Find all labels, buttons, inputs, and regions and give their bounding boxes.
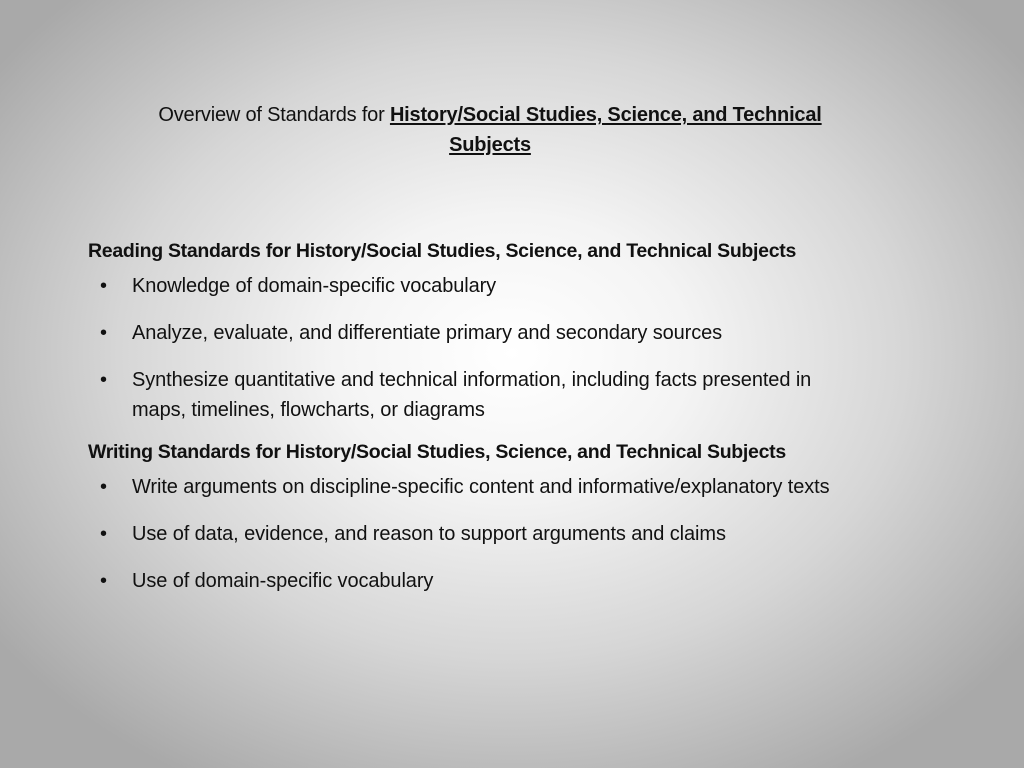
list-item-text: Knowledge of domain-specific vocabulary — [132, 275, 497, 297]
list-item-text: Use of domain-specific vocabulary — [132, 570, 434, 592]
slide-title-prefix: Overview of Standards for — [158, 104, 390, 126]
list-item — [88, 566, 892, 596]
bullet-icon: • — [100, 570, 107, 592]
list-item — [88, 271, 892, 301]
bullet-icon: • — [100, 322, 107, 344]
list-item — [88, 472, 852, 502]
reading-standards-list — [88, 271, 948, 425]
slide-title — [140, 100, 840, 160]
list-item-text: Analyze, evaluate, and differentiate primary and secondary sources — [132, 322, 723, 344]
list-item — [88, 365, 852, 425]
bullet-icon: • — [100, 523, 107, 545]
bullet-icon: • — [100, 275, 107, 297]
bullet-icon: • — [100, 369, 107, 391]
bullet-icon: • — [100, 476, 107, 498]
list-item-text: Use of data, evidence, and reason to support arguments and claims — [132, 523, 726, 545]
slide-title-emphasis: History/Social Studies, Science, and Technical Subjects — [389, 104, 822, 156]
reading-standards-heading: Reading Standards for History/Social Studies, Science, and Technical Subjects — [88, 240, 796, 262]
list-item — [88, 519, 892, 549]
writing-standards-heading: Writing Standards for History/Social Studies, Science, and Technical Subjects — [88, 441, 786, 463]
writing-standards-list — [88, 472, 948, 596]
list-item-text: Synthesize quantitative and technical information, including facts presented in maps, timelines, flowcharts, or diagrams — [132, 369, 812, 421]
list-item-text: Write arguments on discipline-specific content and informative/explanatory texts — [132, 476, 830, 498]
list-item — [88, 318, 892, 348]
slide-body — [88, 236, 948, 613]
